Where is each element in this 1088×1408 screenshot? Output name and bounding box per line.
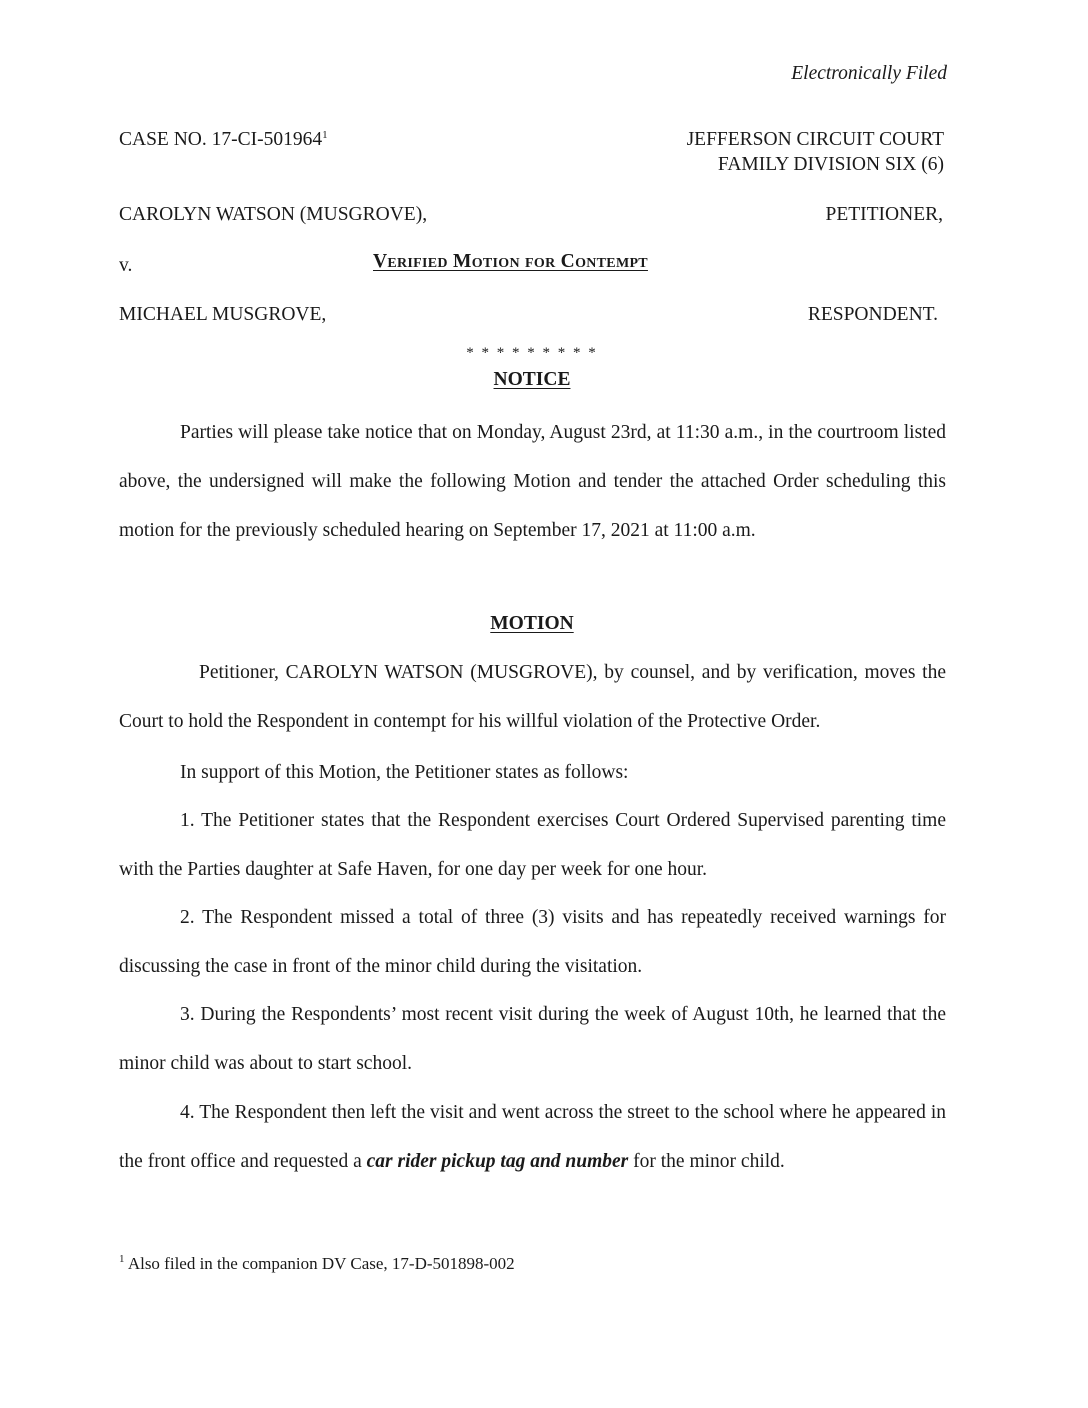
petitioner-name: CAROLYN WATSON (MUSGROVE), (119, 204, 428, 225)
footnote-reference: 1 (322, 129, 328, 141)
court-division: FAMILY DIVISION SIX (6) (717, 154, 944, 175)
motion-item-4 (119, 1088, 946, 1186)
document-title: Verified Motion for Contempt (373, 251, 648, 272)
notice-paragraph: Parties will please take notice that on Monday, August 23rd, at 11:30 a.m., in the courtroom listed above, the undersigned will make the following Motion and tender the attached Order scheduling this motion for the previously scheduled hearing on September 17, 2021 at 11:00 a.m. (119, 422, 946, 541)
motion-item-3: 3. During the Respondents’ most recent visit during the week of August 10th, he learned that the minor child was about to start school. (119, 1004, 946, 1074)
petitioner-role: PETITIONER, (825, 204, 943, 225)
motion-intro-paragraph: Petitioner, CAROLYN WATSON (MUSGROVE), by counsel, and by verification, moves the Court to hold the Respondent in contempt for his willful violation of the Protective Order. (119, 662, 946, 732)
case-number (119, 130, 328, 150)
motion-item-4-emphasis: car rider pickup tag and number (366, 1151, 629, 1172)
respondent-role: RESPONDENT. (807, 304, 938, 325)
footnote-mark: 1 (119, 1253, 125, 1265)
case-number-text: CASE NO. 17-CI-501964 (119, 129, 323, 150)
motion-heading: MOTION (490, 613, 574, 634)
motion-item-4-end: for the minor child. (628, 1151, 785, 1172)
notice-heading: NOTICE (493, 369, 571, 390)
versus: v. (119, 255, 133, 276)
respondent-name: MICHAEL MUSGROVE, (119, 304, 327, 325)
footnote (119, 1255, 515, 1272)
motion-item-2: 2. The Respondent missed a total of three (3) visits and has repeatedly received warnings for discussing the case in front of the minor child during the visitation. (119, 907, 946, 977)
motion-item-1: 1. The Petitioner states that the Respondent exercises Court Ordered Supervised parenting time with the Parties daughter at Safe Haven, for one day per week for one hour. (119, 810, 946, 880)
section-divider: * * * * * * * * * (466, 345, 598, 361)
footnote-text: Also filed in the companion DV Case, 17-D-501898-002 (127, 1254, 515, 1273)
electronically-filed-stamp: Electronically Filed (791, 63, 947, 84)
motion-item-4-text: 4. The Respondent then left the visit and went across the street to the school where he appeared in the front office and requested a (119, 1102, 946, 1172)
court-name: JEFFERSON CIRCUIT COURT (686, 129, 944, 150)
support-statement: In support of this Motion, the Petitioner states as follows: (180, 762, 629, 783)
